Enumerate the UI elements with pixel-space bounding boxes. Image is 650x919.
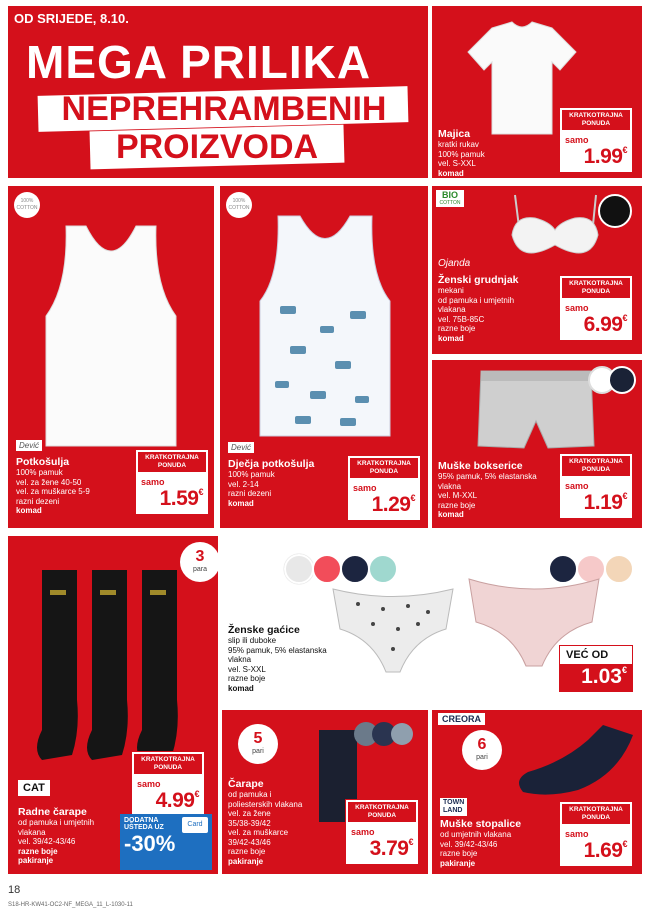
currency: €	[198, 487, 203, 497]
carape-line-1: poliesterskih vlakana	[228, 799, 303, 809]
currency: €	[622, 491, 627, 501]
bokserice-line-1: vlakna	[438, 481, 462, 491]
stopalice-price: 1.69	[583, 839, 623, 862]
gacice-line-1: 95% pamuk, 5% elastanska	[228, 645, 327, 655]
carape-name: Čarape	[228, 778, 264, 790]
stopalice-line-0: od umjetnih vlakana	[440, 830, 512, 839]
offer-label: KRATKOTRAJNA PONUDA	[348, 802, 416, 822]
promo-box	[120, 814, 212, 870]
gacice-name: Ženske gaćice	[228, 624, 300, 636]
majica-text	[438, 128, 485, 178]
potkosulja-text	[16, 456, 90, 516]
panel-stopalice	[432, 710, 642, 874]
card-icon: Card	[182, 817, 208, 833]
carape-unit: pakiranje	[228, 856, 264, 866]
gacice-price: 1.03	[581, 665, 622, 688]
gacice-price-box	[560, 646, 632, 691]
radne-text	[18, 806, 94, 866]
radne-line-2: vel. 39/42-43/46	[18, 837, 76, 846]
offer-label: KRATKOTRAJNA PONUDA	[562, 278, 630, 298]
offer-label: KRATKOTRAJNA PONUDA	[350, 458, 418, 478]
promo-top: DODATNA	[124, 817, 159, 824]
majica-line-2: vel. S-XXL	[438, 159, 476, 168]
carape-line-5: 39/42-43/46	[228, 837, 271, 847]
badge-unit: pari	[476, 754, 488, 761]
currency: €	[622, 145, 627, 155]
bokserice-text	[438, 460, 537, 520]
panel-gacice	[222, 536, 642, 704]
kids-undershirt-image	[240, 206, 410, 446]
badge-unit: pari	[252, 748, 264, 755]
majica-price: 1.99	[583, 145, 623, 168]
grudnjak-line-3: vel. 75B-85C	[438, 314, 485, 324]
gacice-line-4: razne boje	[228, 674, 266, 683]
grudnjak-line-0: mekani	[438, 286, 464, 295]
bokserice-line-3: razne boje	[438, 500, 476, 510]
swatch-lightgray	[284, 554, 314, 584]
bio-cotton-badge	[436, 190, 464, 207]
currency: €	[622, 839, 627, 849]
potkosulja-price-box	[136, 450, 208, 514]
potkosulja-line-3: razni dezeni	[16, 496, 60, 506]
offer-label: KRATKOTRAJNA PONUDA	[134, 754, 202, 774]
badge-5-pari	[238, 724, 278, 764]
potkosulja-price: 1.59	[159, 487, 199, 510]
radne-unit: pakiranje	[18, 856, 54, 865]
grudnjak-line-1: od pamuka i umjetnih	[438, 295, 515, 305]
djecja-unit: komad	[228, 498, 254, 508]
grudnjak-name: Ženski grudnjak	[438, 274, 519, 286]
gacice-line-2: vlakna	[228, 655, 252, 664]
samo-label: samo	[141, 477, 165, 487]
boxers-image	[476, 366, 596, 456]
cotton-icon: 100% COTTON	[226, 192, 252, 218]
undershirt-image	[26, 206, 196, 456]
radne-name: Radne čarape	[18, 806, 87, 818]
stopalice-text	[440, 818, 521, 868]
carape-price: 3.79	[369, 837, 409, 860]
potkosulja-line-2: vel. za muškarce 5-9	[16, 487, 90, 496]
badge-number: 5	[253, 730, 263, 747]
stopalice-line-1: vel. 39/42-43/46	[440, 839, 498, 849]
radne-line-3: razne boje	[18, 846, 58, 856]
potkosulja-brand: Dević	[16, 440, 42, 451]
carape-line-2: vel. za žene	[228, 809, 271, 818]
djecja-text	[228, 458, 314, 508]
stopalice-name: Muške stopalice	[440, 818, 522, 830]
panel-carape	[222, 710, 428, 874]
grudnjak-price-box	[560, 276, 632, 340]
majica-line-1: 100% pamuk	[438, 149, 485, 159]
stopalice-line-2: razne boje	[440, 849, 478, 858]
gacice-unit: komad	[228, 683, 254, 693]
bokserice-price: 1.19	[583, 491, 623, 514]
date-label: OD SRIJEDE, 8.10.	[14, 11, 129, 26]
carape-text	[228, 778, 302, 866]
badge-number: 6	[477, 736, 487, 753]
headline-line3: PROIZVODA	[115, 128, 319, 166]
djecja-price: 1.29	[371, 493, 411, 516]
gacice-line-0: slip ili duboke	[228, 636, 277, 645]
radne-price: 4.99	[155, 789, 195, 812]
bra-image	[500, 190, 610, 270]
headline-line1: MEGA PRILIKA	[26, 36, 372, 88]
offer-label: KRATKOTRAJNA PONUDA	[562, 110, 630, 130]
panel-radne	[8, 536, 218, 874]
carape-line-6: razne boje	[228, 847, 266, 856]
grudnjak-line-2: vlakana	[438, 305, 466, 314]
stopalice-price-box	[560, 802, 632, 866]
swatch-navy	[608, 366, 636, 394]
swatch-beige	[604, 554, 634, 584]
bokserice-price-box	[560, 454, 632, 518]
carape-line-0: od pamuka i	[228, 790, 272, 799]
potkosulja-line-1: vel. za žene 40-50	[16, 477, 82, 487]
djecja-price-box	[348, 456, 420, 520]
djecja-line-2: razni dezeni	[228, 489, 272, 498]
page-number: 18	[8, 884, 21, 896]
grudnjak-price: 6.99	[583, 313, 623, 336]
djecja-line-1: vel. 2-14	[228, 479, 259, 489]
djecja-name: Dječja potkošulja	[228, 458, 315, 470]
majica-unit: komad	[438, 168, 464, 178]
gacice-text	[228, 624, 327, 693]
potkosulja-name: Potkošulja	[16, 456, 70, 468]
badge-number: 3	[195, 548, 205, 565]
creora-logo: CREORA	[438, 713, 485, 725]
carape-line-3: 35/38-39/42	[228, 818, 271, 828]
djecja-brand: Dević	[228, 442, 254, 453]
djecja-line-0: 100% pamuk	[228, 470, 275, 479]
grudnjak-text	[438, 274, 519, 343]
majica-name: Majica	[438, 128, 471, 140]
currency: €	[410, 493, 415, 503]
bio-label: BIO	[441, 190, 458, 200]
carape-price-box	[346, 800, 418, 864]
swatch-coral	[312, 554, 342, 584]
panel-potkosulja	[8, 186, 214, 528]
samo-label: samo	[565, 303, 589, 313]
majica-price-box	[560, 108, 632, 172]
ankle-sock-image	[508, 720, 638, 800]
currency: €	[622, 313, 627, 323]
offer-label: KRATKOTRAJNA PONUDA	[138, 452, 206, 472]
carape-line-4: vel. za muškarce	[228, 828, 289, 837]
majica-line-0: kratki rukav	[438, 140, 479, 149]
grudnjak-line-4: razne boje	[438, 324, 476, 333]
panel-bokserice	[432, 360, 642, 528]
samo-label: samo	[565, 829, 589, 839]
promo-percent: -30%	[124, 831, 176, 856]
briefs-printed-image	[328, 584, 458, 674]
samo-label: samo	[353, 483, 377, 493]
headline-line2: NEPREHRAMBENIH	[61, 90, 387, 128]
samo-label: samo	[565, 135, 589, 145]
footer-code: S18-HR-KW41-OC2-NF_MEGA_11_L-1030-11	[8, 902, 133, 908]
promo-mid: UŠTEDA UZ	[124, 824, 164, 831]
radne-line-1: vlakana	[18, 827, 46, 837]
panel-grudnjak	[432, 186, 642, 354]
stopalice-unit: pakiranje	[440, 858, 476, 868]
panel-djecja	[220, 186, 428, 528]
potkosulja-unit: komad	[16, 506, 42, 515]
currency: €	[621, 665, 627, 675]
work-socks-image	[22, 570, 202, 770]
swatch-mint	[368, 554, 398, 584]
grudnjak-brand: Ojanda	[438, 258, 471, 269]
cotton-icon: 100% COTTON	[14, 192, 40, 218]
gacice-line-3: vel. S-XXL	[228, 664, 266, 674]
grudnjak-unit: komad	[438, 333, 464, 343]
header-panel	[8, 6, 428, 178]
currency: €	[408, 837, 413, 847]
townland-bottom: LAND	[443, 807, 463, 814]
samo-label: samo	[351, 827, 375, 837]
currency: €	[194, 789, 199, 799]
bokserice-name: Muške bokserice	[438, 460, 523, 472]
bokserice-unit: komad	[438, 510, 464, 519]
cat-logo: CAT	[18, 780, 50, 796]
bokserice-line-0: 95% pamuk, 5% elastanska	[438, 472, 537, 481]
potkosulja-line-0: 100% pamuk	[16, 468, 63, 477]
cotton-label: COTTON	[439, 200, 461, 206]
vec-od-label: VEĆ OD	[566, 649, 609, 661]
radne-line-0: od pamuka i umjetnih	[18, 818, 95, 827]
offer-label: KRATKOTRAJNA PONUDA	[562, 804, 630, 824]
samo-label: samo	[137, 779, 161, 789]
townland-logo	[440, 798, 467, 816]
badge-6-pari	[462, 730, 502, 770]
panel-majica	[432, 6, 642, 178]
bokserice-line-2: vel. M-XXL	[438, 491, 478, 500]
swatch-navy	[340, 554, 370, 584]
samo-label: samo	[565, 481, 589, 491]
swatch-black	[598, 194, 632, 228]
radne-price-box	[132, 752, 204, 816]
offer-label: KRATKOTRAJNA PONUDA	[562, 456, 630, 476]
badge-unit: para	[192, 566, 207, 573]
townland-top: TOWN	[443, 799, 465, 806]
